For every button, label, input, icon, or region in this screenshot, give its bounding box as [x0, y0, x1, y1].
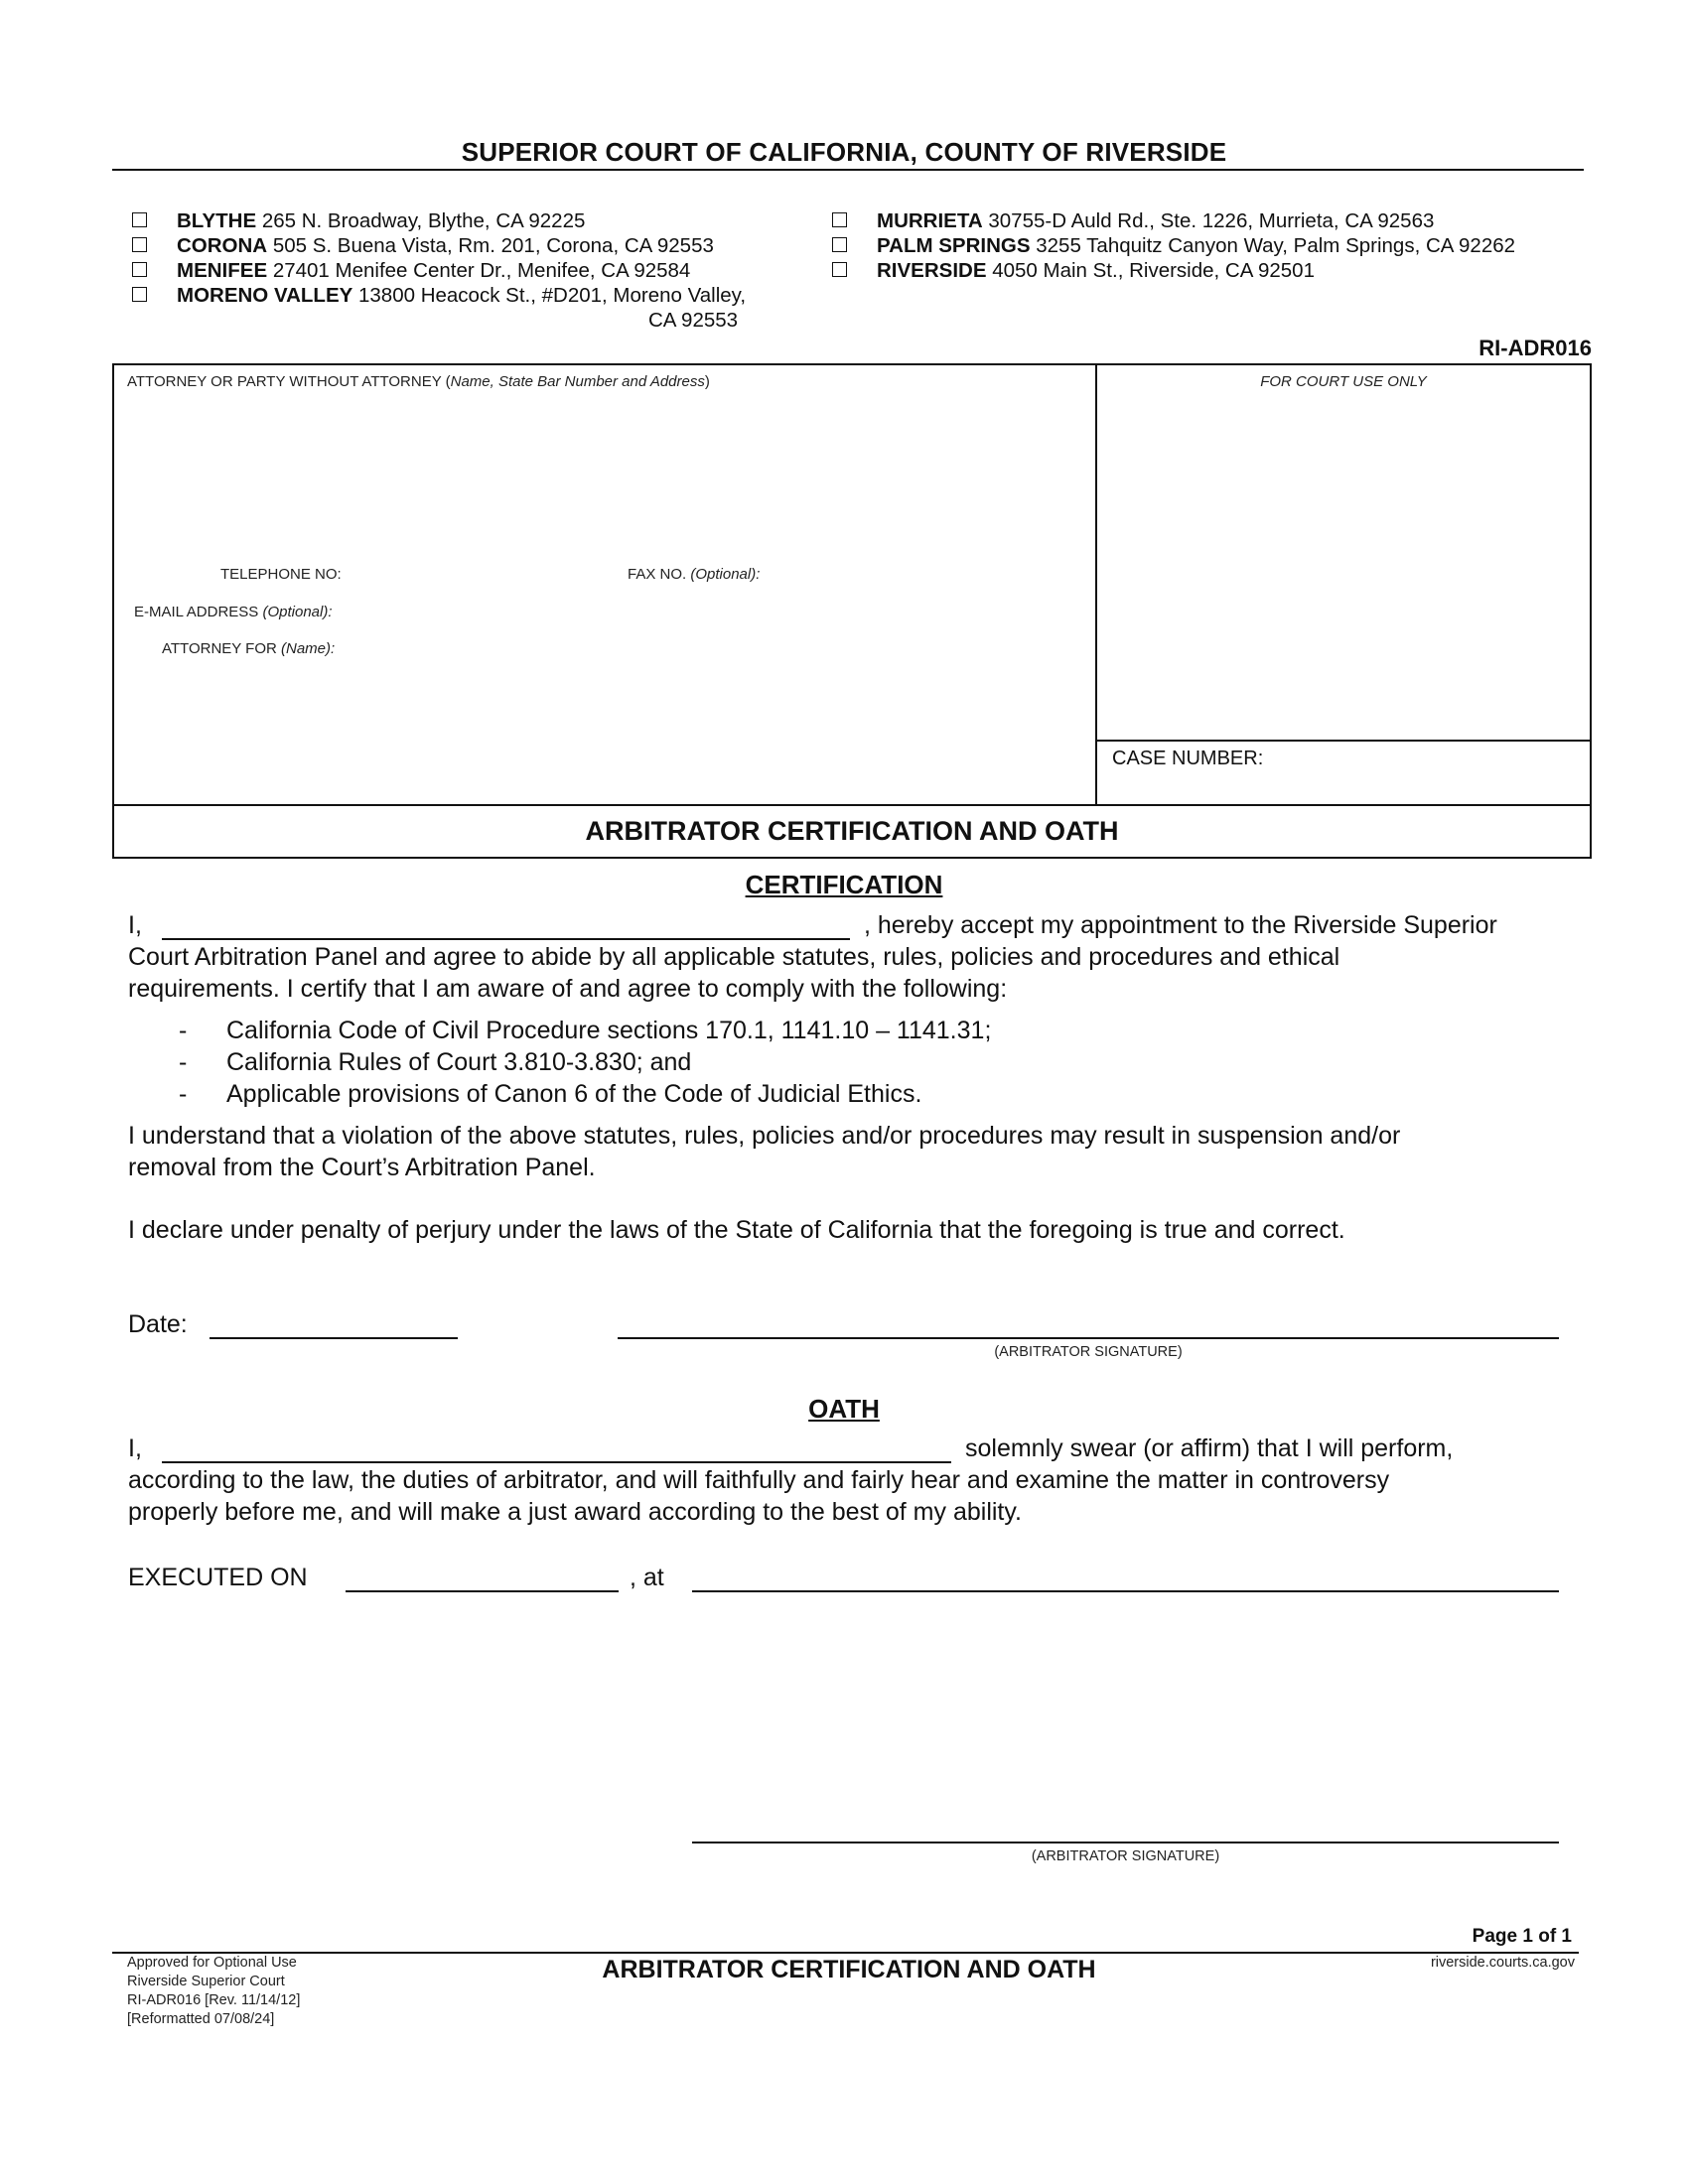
oath-i: I,	[128, 1434, 142, 1462]
court-use-label: FOR COURT USE ONLY	[1260, 373, 1427, 390]
footer-website[interactable]: riverside.courts.ca.gov	[1430, 1955, 1575, 1971]
location-riverside[interactable]	[832, 258, 1587, 283]
location-address: 4050 Main St., Riverside, CA 92501	[992, 259, 1315, 282]
attorney-label	[127, 373, 710, 390]
checkbox[interactable]	[832, 212, 847, 227]
oath-line1: solemnly swear (or affirm) that I will perform,	[965, 1434, 1454, 1462]
location-corona[interactable]	[132, 233, 827, 258]
executed-date-line[interactable]	[346, 1590, 619, 1592]
cert-line3: requirements. I certify that I am aware of and agree to comply with the following:	[128, 975, 1008, 1003]
checkbox[interactable]	[132, 237, 147, 252]
case-number-divider	[1095, 740, 1592, 742]
certification-heading: CERTIFICATION	[745, 870, 943, 899]
location-name: MENIFEE	[177, 259, 268, 282]
location-name: CORONA	[177, 234, 268, 257]
location-address: 265 N. Broadway, Blythe, CA 92225	[261, 209, 586, 232]
checkbox[interactable]	[832, 237, 847, 252]
location-murrieta[interactable]	[832, 208, 1587, 233]
location-address: 505 S. Buena Vista, Rm. 201, Corona, CA 92553	[272, 234, 714, 257]
oath-signature-label: (ARBITRATOR SIGNATURE)	[1031, 1848, 1220, 1864]
declare-text: I declare under penalty of perjury under the laws of the State of California that the foregoing is true and correct.	[128, 1216, 1345, 1244]
executed-label: EXECUTED ON	[128, 1564, 308, 1591]
at-label: , at	[630, 1564, 664, 1591]
location-name: RIVERSIDE	[877, 259, 987, 282]
footer-title: ARBITRATOR CERTIFICATION AND OATH	[602, 1956, 1096, 1983]
bullet-item: Applicable provisions of Canon 6 of the Code of Judicial Ethics.	[226, 1080, 922, 1108]
checkbox[interactable]	[132, 287, 147, 302]
location-name: MURRIETA	[877, 209, 983, 232]
fax-label[interactable]	[628, 566, 760, 583]
attorney-for-text: ATTORNEY FOR	[162, 640, 282, 657]
executed-place-line[interactable]	[692, 1590, 1559, 1592]
attorney-label-end: )	[704, 373, 710, 390]
date-line[interactable]	[210, 1337, 458, 1339]
location-address: 27401 Menifee Center Dr., Menifee, CA 92584	[272, 259, 691, 282]
cert-signature-label: (ARBITRATOR SIGNATURE)	[994, 1344, 1183, 1360]
caption-box	[112, 363, 1592, 859]
understand-line2: removal from the Court’s Arbitration Panel.	[128, 1154, 596, 1181]
bullet-item: California Rules of Court 3.810-3.830; and	[226, 1048, 692, 1076]
title-rule	[112, 169, 1584, 171]
page-number: Page 1 of 1	[1472, 1926, 1572, 1947]
form-title: ARBITRATOR CERTIFICATION AND OATH	[585, 816, 1119, 846]
location-menifee[interactable]	[132, 258, 827, 283]
cert-line1: , hereby accept my appointment to the Riverside Superior	[864, 911, 1497, 939]
fax-label-italic: (Optional):	[690, 566, 761, 583]
location-palm-springs[interactable]	[832, 233, 1587, 258]
bullet-mark: -	[179, 1048, 188, 1076]
attorney-for-label[interactable]	[162, 640, 335, 657]
title-divider	[112, 804, 1592, 806]
attorney-for-italic: (Name):	[281, 640, 336, 657]
footer-line: Riverside Superior Court	[127, 1974, 285, 1989]
cert-signature-line[interactable]	[618, 1337, 1559, 1339]
bullet-mark: -	[179, 1080, 188, 1108]
attorney-label-italic: Name, State Bar Number and Address	[450, 373, 705, 390]
footer-line: Approved for Optional Use	[127, 1955, 297, 1971]
understand-line1: I understand that a violation of the above statutes, rules, policies and/or procedures may result in suspension and/or	[128, 1122, 1401, 1150]
email-label-text: E-MAIL ADDRESS	[134, 604, 263, 620]
oath-signature-line[interactable]	[692, 1842, 1559, 1843]
form-number: RI-ADR016	[1478, 336, 1592, 360]
footer-line: RI-ADR016 [Rev. 11/14/12]	[127, 1992, 301, 2008]
location-address: 3255 Tahquitz Canyon Way, Palm Springs, CA 92262	[1036, 234, 1516, 257]
location-address: 13800 Heacock St., #D201, Moreno Valley,	[358, 284, 747, 307]
cert-name-line[interactable]	[162, 938, 850, 940]
oath-line2: according to the law, the duties of arbitrator, and will faithfully and fairly hear and examine the matter in controversy	[128, 1466, 1390, 1494]
case-number-field[interactable]: CASE NUMBER:	[1112, 748, 1264, 769]
location-address-cont: CA 92553	[648, 309, 739, 332]
cert-i: I,	[128, 911, 142, 939]
fax-label-text: FAX NO.	[628, 566, 691, 583]
location-address: 30755-D Auld Rd., Ste. 1226, Murrieta, CA 92563	[988, 209, 1435, 232]
location-moreno-valley[interactable]	[132, 283, 827, 333]
location-name: PALM SPRINGS	[877, 234, 1031, 257]
oath-line3: properly before me, and will make a just award according to the best of my ability.	[128, 1498, 1022, 1526]
telephone-label[interactable]: TELEPHONE NO:	[220, 566, 342, 583]
location-blythe[interactable]	[132, 208, 827, 233]
bullet-mark: -	[179, 1017, 188, 1044]
location-name: BLYTHE	[177, 209, 257, 232]
checkbox[interactable]	[832, 262, 847, 277]
date-label: Date:	[128, 1310, 188, 1338]
oath-name-line[interactable]	[162, 1461, 951, 1463]
footer-line: [Reformatted 07/08/24]	[127, 2011, 275, 2027]
court-title: SUPERIOR COURT OF CALIFORNIA, COUNTY OF RIVERSIDE	[461, 137, 1227, 167]
bullet-item: California Code of Civil Procedure sections 170.1, 1141.10 – 1141.31;	[226, 1017, 992, 1044]
checkbox[interactable]	[132, 212, 147, 227]
footer-rule	[112, 1952, 1579, 1954]
oath-heading: OATH	[808, 1394, 880, 1424]
email-label-italic: (Optional):	[262, 604, 333, 620]
checkbox[interactable]	[132, 262, 147, 277]
attorney-label-text: ATTORNEY OR PARTY WITHOUT ATTORNEY (	[127, 373, 451, 390]
cert-line2: Court Arbitration Panel and agree to abide by all applicable statutes, rules, policies and procedures and ethical	[128, 943, 1340, 971]
location-name: MORENO VALLEY	[177, 284, 353, 307]
email-label[interactable]	[134, 604, 333, 620]
